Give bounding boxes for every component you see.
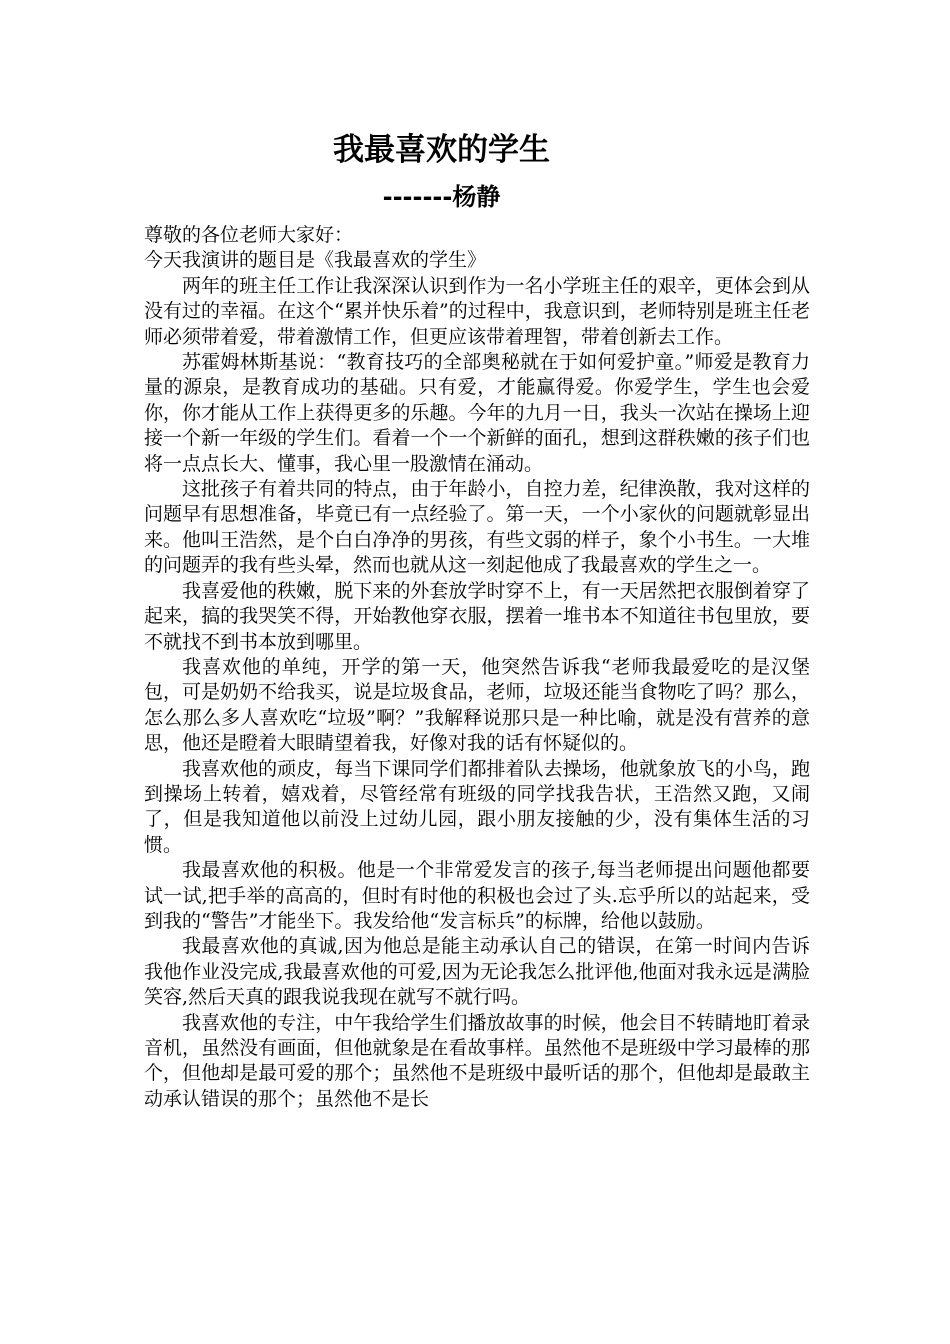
document-title: 我最喜欢的学生: [333, 132, 550, 168]
paragraph: 我最喜欢他的积极。他是一个非常爱发言的孩子,每当老师提出问题他都要试一试,把手举的高高的，但时有时他的积极也会过了头.忘乎所以的站起来，受到我的“警告”才能坐下。我发给他“发言标兵”的标牌，给他以鼓励。: [144, 859, 810, 932]
paragraph: 我喜爱他的秩嫩，脱下来的外套放学时穿不上，有一天居然把衣服倒着穿了起来，搞的我哭笑不得，开始教他穿衣服，摆着一堆书本不知道往书包里放，要不就找不到书本放到哪里。: [144, 579, 810, 653]
document-body: [144, 223, 810, 1112]
paragraph: 我喜欢他的专注，中午我给学生们播放故事的时候，他会目不转睛地盯着录音机，虽然没有画面，但他就象是在看故事样。虽然他不是班级中学习最棒的那个，但他却是最可爱的那个；虽然他不是班级中最听话的那个，但他却是最敢主动承认错误的那个；虽然他不是长: [144, 1011, 810, 1110]
paragraph: 我喜欢他的单纯，开学的第一天，他突然告诉我“老师我最爱吃的是汉堡包，可是奶奶不给我买，说是垃圾食品，老师，垃圾还能当食物吃了吗？那么，怎么那么多人喜欢吃“垃圾”啊？”我解释说那只是一种比喻，就是没有营养的意思，他还是瞪着大眼睛望着我，好像对我的话有怀疑似的。: [144, 655, 810, 755]
paragraph: 我最喜欢他的真诚,因为他总是能主动承认自己的错误，在第一时间内告诉我他作业没完成,我最喜欢他的可爱,因为无论我怎么批评他,他面对我永远是满脸笑容,然后天真的跟我说我现在就写不就行吗。: [144, 935, 810, 1009]
paragraph: 今天我演讲的题目是《我最喜欢的学生》: [144, 249, 487, 272]
paragraph: 两年的班主任工作让我深深认识到作为一名小学班主任的艰辛，更体会到从没有过的幸福。在这个“累并快乐着”的过程中，我意识到，老师特别是班主任老师必须带着爱，带着激情工作，但更应该带着理智，带着创新去工作。: [144, 274, 810, 348]
paragraph: 尊敬的各位老师大家好：: [144, 224, 354, 246]
paragraph: 我喜欢他的顽皮，每当下课同学们都排着队去操场，他就象放飞的小鸟，跑到操场上转着，嬉戏着，尽管经常有班级的同学找我告状，王浩然又跑，又闹了，但是我知道他以前没上过幼儿园，跟小朋友接触的少，没有集体生活的习惯。: [144, 757, 810, 856]
paragraph: 这批孩子有着共同的特点，由于年龄小，自控力差，纪律涣散，我对这样的问题早有思想准备，毕竟已有一点经验了。第一天，一个小家伙的问题就彰显出来。他叫王浩然，是个白白净净的男孩，有些文弱的样子，象个小书生。一大堆的问题弄的我有些头晕，然而也就从这一刻起他成了我最喜欢的学生之一。: [144, 478, 810, 577]
author-line: -------杨静: [382, 183, 501, 211]
paragraph: 苏霍姆林斯基说：“教育技巧的全部奥秘就在于如何爱护童。”师爱是教育力量的源泉，是教育成功的基础。只有爱，才能赢得爱。你爱学生，学生也会爱你，你才能从工作上获得更多的乐趣。今年的九月一日，我头一次站在操场上迎接一个新一年级的学生们。看着一个一个新鲜的面孔，想到这群秩嫩的孩子们也将一点点长大、懂事，我心里一股激情在涌动。: [144, 351, 810, 475]
